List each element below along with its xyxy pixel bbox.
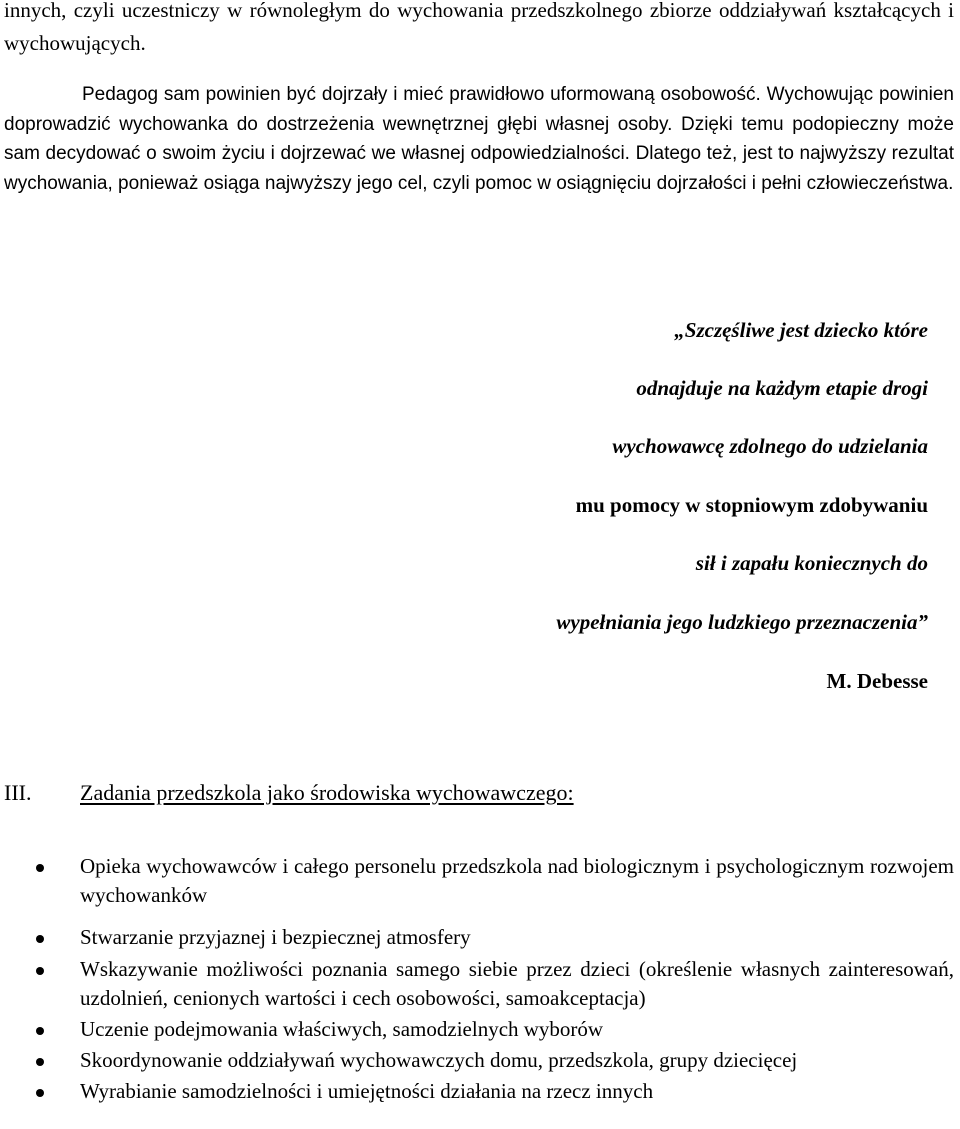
list-item-text: Stwarzanie przyjaznej i bezpiecznej atmosfery xyxy=(80,925,471,949)
list-item xyxy=(0,1046,954,1075)
task-list xyxy=(0,852,954,1106)
intro-paragraph: innych, czyli uczestniczy w równoległym do wychowania przedszkolnego zbiorze oddziaływań kształcących i wychowujących. xyxy=(4,0,954,55)
quote-line-5: sił i zapału koniecznych do xyxy=(695,551,928,575)
quote-author: M. Debesse xyxy=(826,669,928,693)
pedagog-paragraph-text: Pedagog sam powinien być dojrzały i mieć prawidłowo uformowaną osobowość. Wychowując powinien doprowadzić wychowanka do dostrzeżenia wewnętrznej głębi własnej osoby. Dzięki temu podopieczny może sam decydować o swoim życiu i dojrzewać we własnej odpowiedzialności. Dlatego też, jest to najwyższy rezultat wychowania, ponieważ osiąga najwyższy jego cel, czyli pomoc w osiągnięciu dojrzałości i pełni człowieczeństwa. xyxy=(4,84,954,194)
bullet-icon xyxy=(36,1089,44,1097)
list-item-text: Skoordynowanie oddziaływań wychowawczych domu, przedszkola, grupy dziecięcej xyxy=(80,1048,798,1072)
list-item xyxy=(0,1077,954,1106)
list-item xyxy=(0,1015,954,1044)
quote-line-6: wypełniania jego ludzkiego przeznaczenia” xyxy=(556,610,928,634)
quote-line-2: odnajduje na każdym etapie drogi xyxy=(636,376,928,400)
list-item xyxy=(0,955,954,1013)
pedagog-paragraph xyxy=(4,80,954,198)
bullet-icon xyxy=(36,967,44,975)
bullet-icon xyxy=(36,1027,44,1035)
list-item-text: Opieka wychowawców i całego personelu przedszkola nad biologicznym i psychologicznym rozwojem wychowanków xyxy=(80,854,954,907)
section-title: Zadania przedszkola jako środowiska wychowawczego: xyxy=(80,780,574,805)
list-item-text: Wskazywanie możliwości poznania samego siebie przez dzieci (określenie własnych zainteresowań, uzdolnień, cenionych wartości i cech osobowości, samoakceptacja) xyxy=(80,957,954,1010)
bullet-icon xyxy=(36,864,44,872)
bullet-icon xyxy=(36,1058,44,1066)
section-heading xyxy=(4,780,954,806)
list-item-text: Uczenie podejmowania właściwych, samodzielnych wyborów xyxy=(80,1017,604,1041)
list-item xyxy=(0,852,954,910)
quote-line-4: mu pomocy w stopniowym zdobywaniu xyxy=(575,493,928,517)
bullet-icon xyxy=(36,935,44,943)
list-item xyxy=(0,923,954,952)
quote-line-1: „Szczęśliwe jest dziecko które xyxy=(674,318,928,342)
list-item-text: Wyrabianie samodzielności i umiejętności działania na rzecz innych xyxy=(80,1079,654,1103)
section-number: III. xyxy=(4,780,32,805)
quote-line-3: wychowawcę zdolnego do udzielania xyxy=(612,434,928,458)
